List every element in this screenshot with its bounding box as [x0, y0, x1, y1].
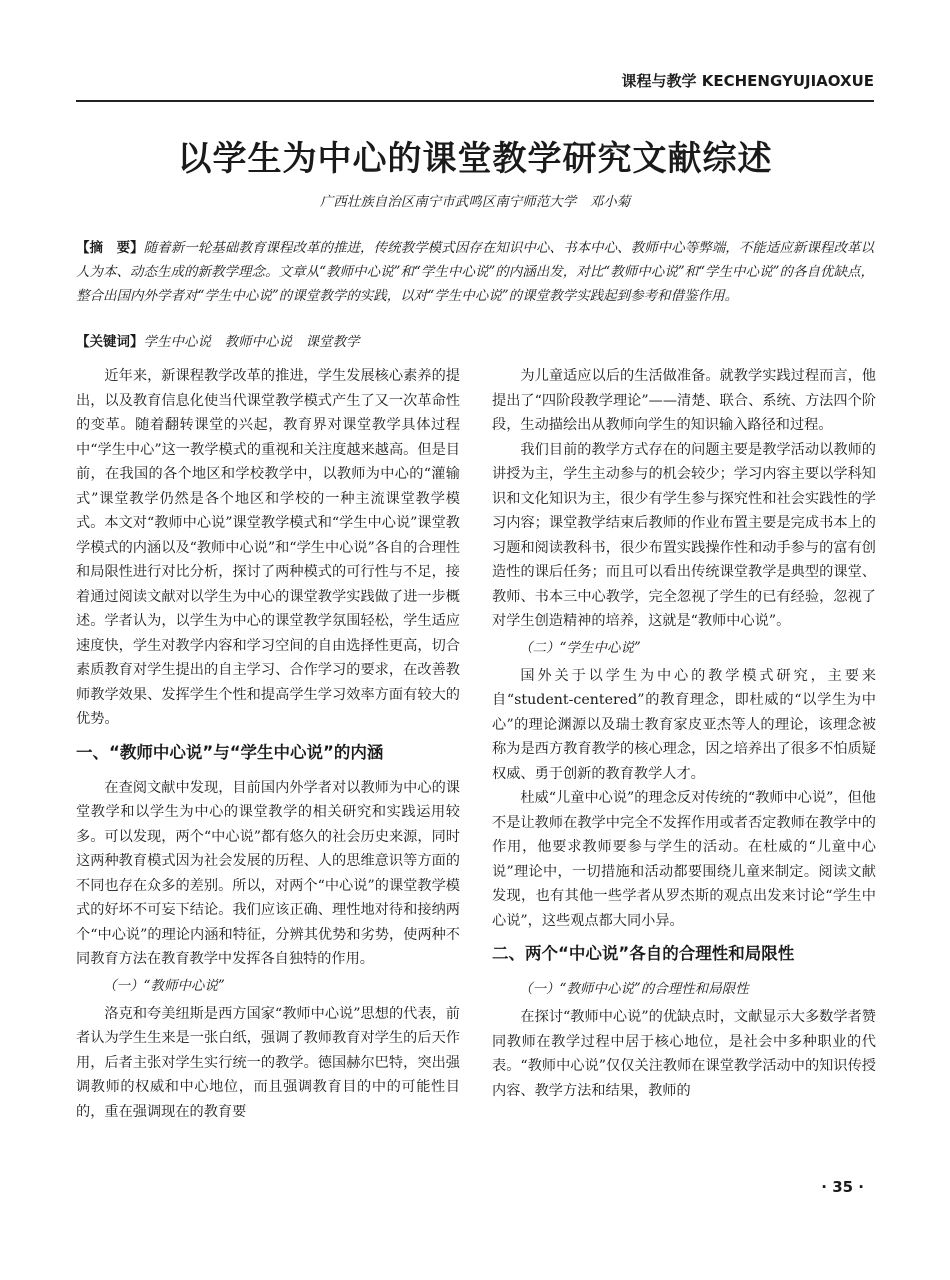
- running-header: 课程与教学 KECHENGYUJIAOXUE: [76, 70, 874, 102]
- section-heading: 一、“教师中心说”与“学生中心说”的内涵: [76, 742, 384, 762]
- subsection-heading: （一）“教师中心说”的合理性和局限性: [519, 981, 749, 997]
- paragraph: 国外关于以学生为中心的教学模式研究，主要来自“student-centered”的教育理念，即杜威的“以学生为中心”的理论渊源以及瑞士教育家皮亚杰等人的理论，该理念被称为是西方教育教学的核心理念，因之培养出了很多不怕质疑权威、勇于创新的教育教学人才。: [492, 667, 876, 782]
- abstract-label: 【摘 要】: [76, 240, 144, 256]
- abstract: [76, 236, 874, 308]
- subsection-heading: （二）“学生中心说”: [519, 639, 641, 656]
- paragraph: 在查阅文献中发现，目前国内外学者对以教师为中心的课堂教学和以学生为中心的课堂教学的相关研究和实践运用较多。可以发现，两个“中心说”都有悠久的社会历史来源，同时这两种教育模式因为社会发展的历程、人的思维意识等方面的不同也存在众多的差别。所以，对两个“中心说”的课堂教学模式的好坏不可妄下结论。我们应该正确、理性地对待和接纳两个“中心说”的理论内涵和特征，分辨其优势和劣势，使两种不同教育方法在教育教学中发挥各自独特的作用。: [76, 779, 460, 967]
- paragraph: 为儿童适应以后的生活做准备。就教学实践过程而言，他提出了“四阶段教学理论”——清楚、联合、系统、方法四个阶段，生动描绘出从教师向学生的知识输入路径和过程。: [492, 368, 876, 433]
- left-column: [76, 364, 460, 1124]
- section-heading: 二、两个“中心说”各自的合理性和局限性: [492, 944, 795, 963]
- right-column: [492, 364, 876, 1103]
- paragraph: 我们目前的教学方式存在的问题主要是教学活动以教师的讲授为主，学生主动参与的机会较少；学习内容主要以学科知识和文化知识为主，很少有学生参与探究性和社会实践性的学习内容；课堂教学结束后教师的作业布置主要是完成书本上的习题和阅读教科书，很少布置实践操作性和动手参与的富有创造性的课后任务；而且可以看出传统课堂教学是典型的课堂、教师、书本三中心教学，完全忽视了学生的已有经验，忽视了对学生创造精神的培养，这就是“教师中心说”。: [492, 441, 876, 629]
- keywords-label: 【关键词】: [76, 334, 144, 350]
- subsection-heading: （一）“教师中心说”: [103, 977, 225, 994]
- keywords: [76, 331, 874, 353]
- paragraph: 近年来，新课程教学改革的推进，学生发展核心素养的提出，以及教育信息化使当代课堂教学模式产生了又一次革命性的变革。随着翻转课堂的兴起，教育界对课堂教学具体过程中“学生中心”这一教学模式的重视和关注度越来越高。但是目前，在我国的各个地区和学校教学中，以教师为中心的“灌输式”课堂教学仍然是各个地区和学校的一种主流课堂教学模式。本文对“教师中心说”课堂教学模式和“学生中心说”课堂教学模式的内涵以及“教师中心说”和“学生中心说”各自的合理性和局限性进行对比分析，探讨了两种模式的可行性与不足，接着通过阅读文献对以学生为中心的课堂教学实践做了进一步概述。学者认为，以学生为中心的课堂教学氛围轻松，学生适应速度快，学生对教学内容和学习空间的自由选择性更高，切合素质教育对学生提出的自主学习、合作学习的要求，在改善教师教学效果、发挥学生个性和提高学生学习效率方面有较大的优势。: [76, 368, 460, 727]
- abstract-text: 随着新一轮基础教育课程改革的推进，传统教学模式因存在知识中心、书本中心、教师中心等弊端，不能适应新课程改革以人为本、动态生成的新教学理念。文章从“教师中心说”和“学生中心说”的内涵出发，对比“教师中心说”和“学生中心说”的各自优缺点，整合出国内外学者对“学生中心说”的课堂教学的实践，以对“学生中心说”的课堂教学实践起到参考和借鉴作用。: [76, 240, 875, 304]
- paragraph: 在探讨“教师中心说”的优缺点时，文献显示大多数学者赞同教师在教学过程中居于核心地位，是社会中多种职业的代表。“教师中心说”仅仅关注教师在课堂教学活动中的知识传授内容、教学方法和结果，教师的: [492, 1009, 876, 1099]
- article-title: 以学生为中心的课堂教学研究文献综述: [177, 139, 773, 179]
- keywords-text: 学生中心说 教师中心说 课堂教学: [143, 334, 360, 350]
- paragraph: 洛克和夸美纽斯是西方国家“教师中心说”思想的代表，前者认为学生生来是一张白纸，强调了教师教育对学生的后天作用，后者主张对学生实行统一的教学。德国赫尔巴特，突出强调教师的权威和中心地位，而且强调教育目的中的可能性目的，重在强调现在的教育要: [76, 1005, 460, 1120]
- author-line: 广西壮族自治区南宁市武鸣区南宁师范大学 邓小菊: [319, 194, 631, 210]
- page-number: · 35 ·: [821, 1178, 864, 1196]
- paragraph: 杜威“儿童中心说”的理念反对传统的“教师中心说”，但他不是让教师在教学中完全不发挥作用或者否定教师在教学中的作用，他要求教师要参与学生的活动。在杜威的“儿童中心说”理论中，一切措施和活动都要围绕儿童来制定。阅读文献发现，也有其他一些学者从罗杰斯的观点出发来讨论“学生中心说”，这些观点都大同小异。: [492, 790, 876, 929]
